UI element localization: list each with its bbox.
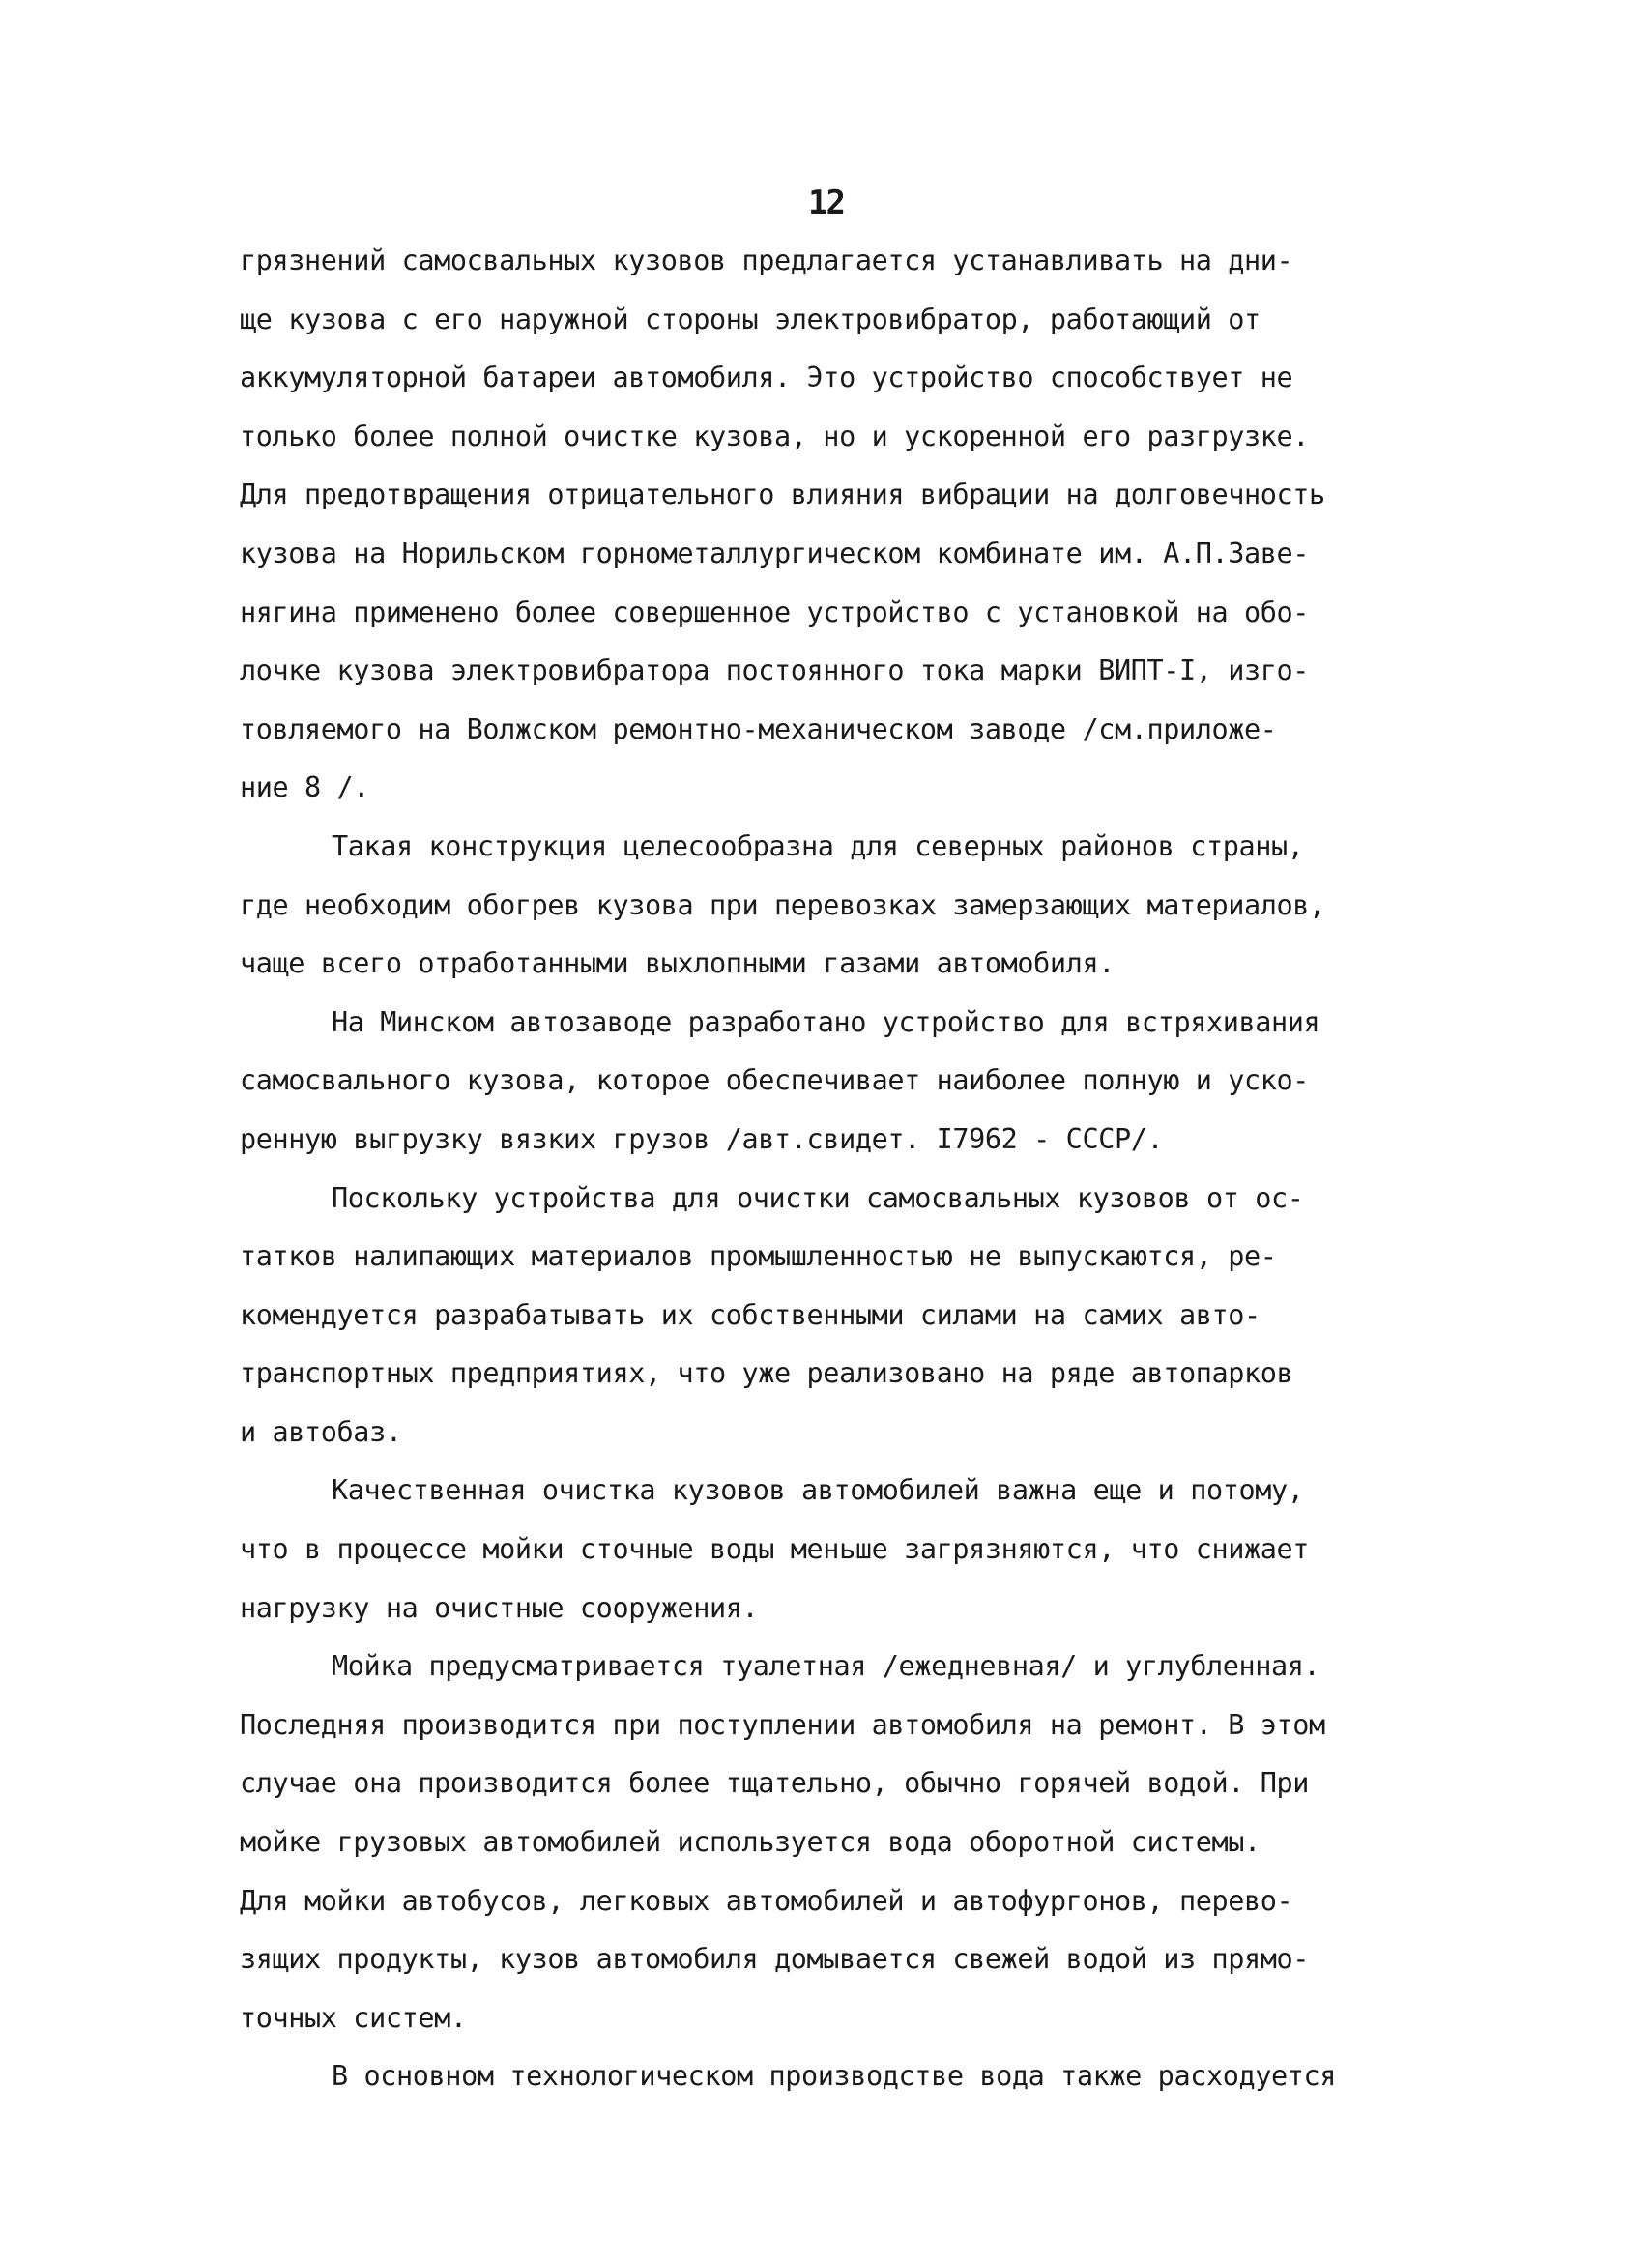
text-line: нагрузку на очистные сооружения. <box>240 1591 759 1624</box>
text-line: Для мойки автобусов, легковых автомобилей и автофургонов, перево- <box>240 1884 1293 1917</box>
text-line: В основном технологическом производстве вода также расходуется <box>332 2060 1337 2093</box>
text-line: лочке кузова электровибратора постоянного тока марки ВИПТ-I, изго- <box>240 654 1310 687</box>
text-line: кузова на Норильском горнометаллургическом комбинате им. А.П.Заве- <box>240 536 1310 569</box>
text-line: Последняя производится при поступлении автомобиля на ремонт. В этом <box>240 1708 1325 1741</box>
text-line: ние 8 /. <box>240 771 370 804</box>
text-line: ренную выгрузку вязких грузов /авт.свидет. I7962 - СССР/. <box>240 1122 1164 1155</box>
text-line: Поскольку устройства для очистки самосвальных кузовов от ос- <box>332 1181 1304 1214</box>
text-line: случае она производится более тщательно, обычно горячей водой. При <box>240 1767 1310 1800</box>
text-line: что в процессе мойки сточные воды меньше загрязняются, что снижает <box>240 1533 1310 1566</box>
text-line: Мойка предусматривается туалетная /ежедневная/ и углубленная. <box>332 1650 1320 1683</box>
text-line: комендуется разрабатывать их собственными силами на самих авто- <box>240 1298 1261 1331</box>
text-line: точных систем. <box>240 2001 467 2034</box>
text-line: ще кузова с его наружной стороны электровибратор, работающий от <box>240 303 1261 335</box>
text-line: где необходим обогрев кузова при перевозках замерзающих материалов, <box>240 888 1325 921</box>
text-line: Такая конструкция целесообразна для северных районов страны, <box>332 829 1304 862</box>
text-line: Качественная очистка кузовов автомобилей важна еще и потому, <box>332 1474 1304 1507</box>
text-line: только более полной очистке кузова, но и ускоренной его разгрузке. <box>240 420 1310 452</box>
text-line: аккумуляторной батареи автомобиля. Это устройство способствует не <box>240 362 1293 394</box>
text-line: и автобаз. <box>240 1415 402 1448</box>
text-line: чаще всего отработанными выхлопными газами автомобиля. <box>240 947 1115 980</box>
page-number: 12 <box>808 184 844 222</box>
text-line: Для предотвращения отрицательного влияния вибрации на долговечность <box>240 478 1325 511</box>
text-line: мойке грузовых автомобилей используется вода оборотной системы. <box>240 1826 1261 1859</box>
text-line: транспортных предприятиях, что уже реализовано на ряде автопарков <box>240 1357 1293 1390</box>
text-line: нягина применено более совершенное устройство с установкой на обо- <box>240 595 1310 628</box>
text-line: грязнений самосвальных кузовов предлагается устанавливать на дни- <box>240 245 1293 276</box>
text-line: зящих продукты, кузов автомобиля домывается свежей водой из прямо- <box>240 1943 1310 1976</box>
text-line: На Минском автозаводе разработано устройство для встряхивания <box>332 1005 1320 1038</box>
text-line: татков налипающих материалов промышленностью не выпускаются, ре- <box>240 1240 1277 1273</box>
body-text <box>240 232 1477 2106</box>
text-line: самосвального кузова, которое обеспечивает наиболее полную и уско- <box>240 1064 1310 1097</box>
text-line: товляемого на Волжском ремонтно-механическом заводе /см.приложе- <box>240 712 1277 745</box>
